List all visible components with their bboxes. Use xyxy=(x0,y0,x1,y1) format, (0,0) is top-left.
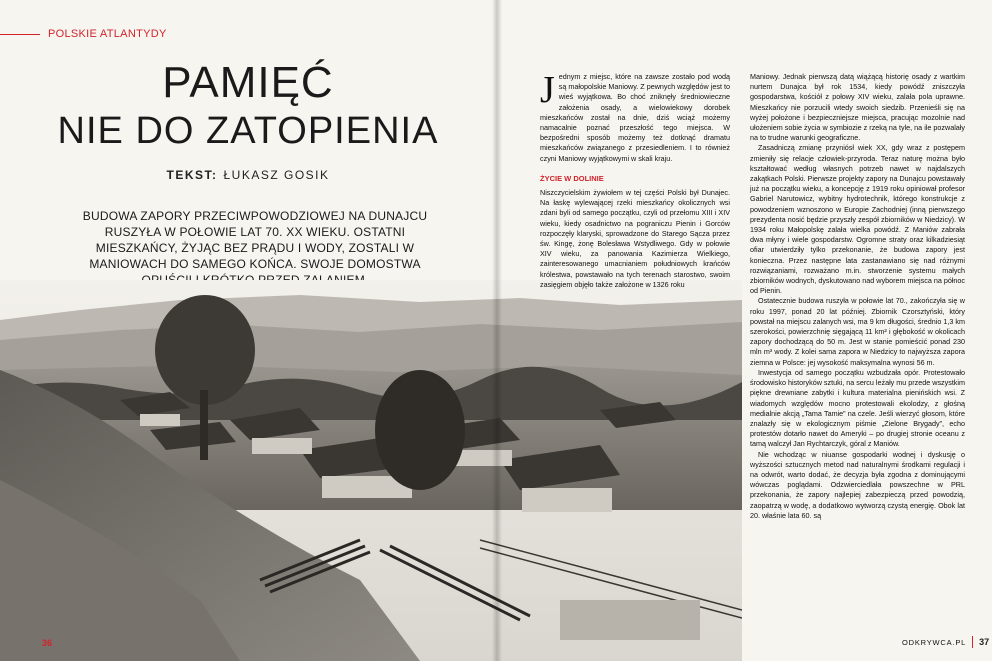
paragraph-1: Niszczycielskim żywiołem w tej części Polski był Dunajec. Na łaskę wylewającej rzeki mieszkańcy okolicznych wsi zdani byli od samego początku, czyli od przełomu XIII i XIV wieku, kiedy osadnictwo na pograniczu Pienin i Gorców rozpoczęły klaryski, sprowadzone do Starego Sącza przez św. Kingę, żonę Bolesława Wstydliwego. Gdy w połowie XIV wieku, za panowania Kazimierza Wielkiego, zainteresowanego umacnianiem południowych krańców królestwa, powstawało na tych terenach starostwo, swoim zasięgiem objęło także założone w 1326 roku xyxy=(540,188,730,289)
subheading: ŻYCIE W DOLINIE xyxy=(540,173,604,183)
site-name: ODKRYWCA.PL xyxy=(902,637,967,647)
intro-paragraph: ednym z miejsc, które na zawsze zostało pod wodą są małopolskie Maniowy. Z pewnych względów jest to wieś wyjątkowa. Bo choć zniknęły średniowieczne założenia osady, a wielowiekowy dorobek mieszkańców został na dnie, dziś wciąż możemy namacalnie poznać przeszłość tego miejsca. W bezpośredni sposób możemy też dotknąć dramatu mieszkańców związanego z przesiedleniem. I to również czyni Maniowy wyjątkowymi w skali kraju. xyxy=(540,72,730,163)
article-title-line-1: PAMIĘĆ xyxy=(162,58,334,107)
section-rule xyxy=(0,34,40,35)
byline-author: ŁUKASZ GOSIK xyxy=(223,168,330,182)
drop-cap: J xyxy=(540,69,555,111)
page-number-right: 37 xyxy=(979,637,990,647)
section-tag xyxy=(0,24,167,44)
byline xyxy=(0,168,496,182)
village-valley-photo xyxy=(0,280,742,661)
article-lead: BUDOWA ZAPORY PRZECIWPOWODZIOWEJ NA DUNAJCU RUSZYŁA W POŁOWIE LAT 70. XX WIEKU. OSTATNI MIESZKAŃCY, ŻYJĄC BEZ PRĄDU I WODY, ZOSTALI W MANIOWACH DO SAMEGO KOŃCA. SWOJE DOMOSTWA xyxy=(82,209,428,271)
paragraph-6: Nie wchodząc w niuanse gospodarki wodnej i dyskusję o wyższości sztucznych metod nad naturalnymi środkami regulacji i na odwrót, warto dodać, że decyzja była zgodna z dominującymi wówczas poglądami. Odzwierciedlała powszechne w PRL przekonania, że zapory najlepiej zabezpieczą przed powodzią, zaopatrzą w wodę, a dodatkowo wytworzą czystą energię. Obok lat 20. właśnie lata 60. są xyxy=(750,449,965,520)
article-title-line-2: NIE DO ZATOPIENIA xyxy=(57,110,439,152)
paragraph-2: Maniowy. Jednak pierwszą datą wiążącą historię osady z wartkim nurtem Dunajca był rok 1534, kiedy powódź zniszczyła gospodarstwa, kościół z połowy XIV wieku, zalała pola uprawne. Mieszkańcy nie porzucili wtedy swoich siedzib. Przenieśli się na wyżej położone i bezpieczniejsze miejsca, pracując mozolnie nad ułożeniem sobie życia w symbiozie z rzeką na tyle, na ile pozwalały na to trudne warunki geograficzne. xyxy=(750,72,965,143)
text-column-2 xyxy=(750,72,965,521)
text-column-1 xyxy=(540,69,730,290)
byline-label: TEKST: xyxy=(166,168,218,182)
folio-right xyxy=(902,636,989,648)
page-number-left: 36 xyxy=(42,638,53,648)
paragraph-3: Zasadniczą zmianę przyniósł wiek XX, gdy wraz z postępem zmieniły się relacje człowiek-przyroda. Teraz naturę można było kształtować według własnych potrzeb nawet w najdalszych zakątkach Polski. Pierwsze projekty zapory na Dunajcu powstawały już na początku wieku, a koncepcję z 1919 roku opiniował profesor Gabriel Narutowicz, wybitny hydrotechnik, którego konstrukcje z powodzeniem wznoszono w Europie Zachodniej (inną pierwszego prezydenta nosić będzie przyszły zespół zbiorników w Niedzicy). W 1934 roku Małopolskę zalała wielka powódź. Z Maniów zabrała dwa młyny i wiele gospodarstw. Ogromne straty oraz kilkadziesiąt ofiar utwierdziły tylko przekonanie, że budowa zapory jest konieczna. Przez następne lata zastanawiano się nad różnymi rozwiązaniami, rozważano m.in. stworzenie systemu małych zbiorników wodnych, dyskutowano nad wyborem miejsca na północ od Pienin. xyxy=(750,143,965,296)
gutter-shadow xyxy=(492,0,502,661)
paragraph-5: Inwestycja od samego początku wzbudzała opór. Protestowało środowisko historyków sztuki, na sercu leżały mu przede wszystkim piękne drewniane zabytki i kultura materialna pienińskich wsi. Z wiadomych względów mocno protestowali ekolodzy, z głośną medialnie akcją „Tama Tamie” na czele. Jeśli wierzyć głosom, które znalazły się w ekologicznym piśmie „Zielone Brygady”, echo protestów dotarło nawet do Ameryki – po drugiej stronie oceanu z tamą walczył Jan Rychtarczyk, góral z Maniów. xyxy=(750,367,965,449)
folio-separator xyxy=(972,636,973,648)
section-label: POLSKIE ATLANTYDY xyxy=(48,28,167,40)
paragraph-4: Ostatecznie budowa ruszyła w połowie lat 70., zakończyła się w roku 1997, ponad 20 lat później. Zbiornik Czorsztyński, który powstał na miejscu zalanych wsi, ma 9 km długości, średnio 1,3 km szerokości, powierzchnię sięgającą 11 km² i głębokość w okolicach zapory dochodzącą do 50 m. Jest w stanie pomieścić ponad 230 mln m³ wody. Z kolei sama zapora w Niedzicy to najwyższa zapora ziemna w Polsce: jej wysokość maksymalna wynosi 56 m. xyxy=(750,296,965,367)
